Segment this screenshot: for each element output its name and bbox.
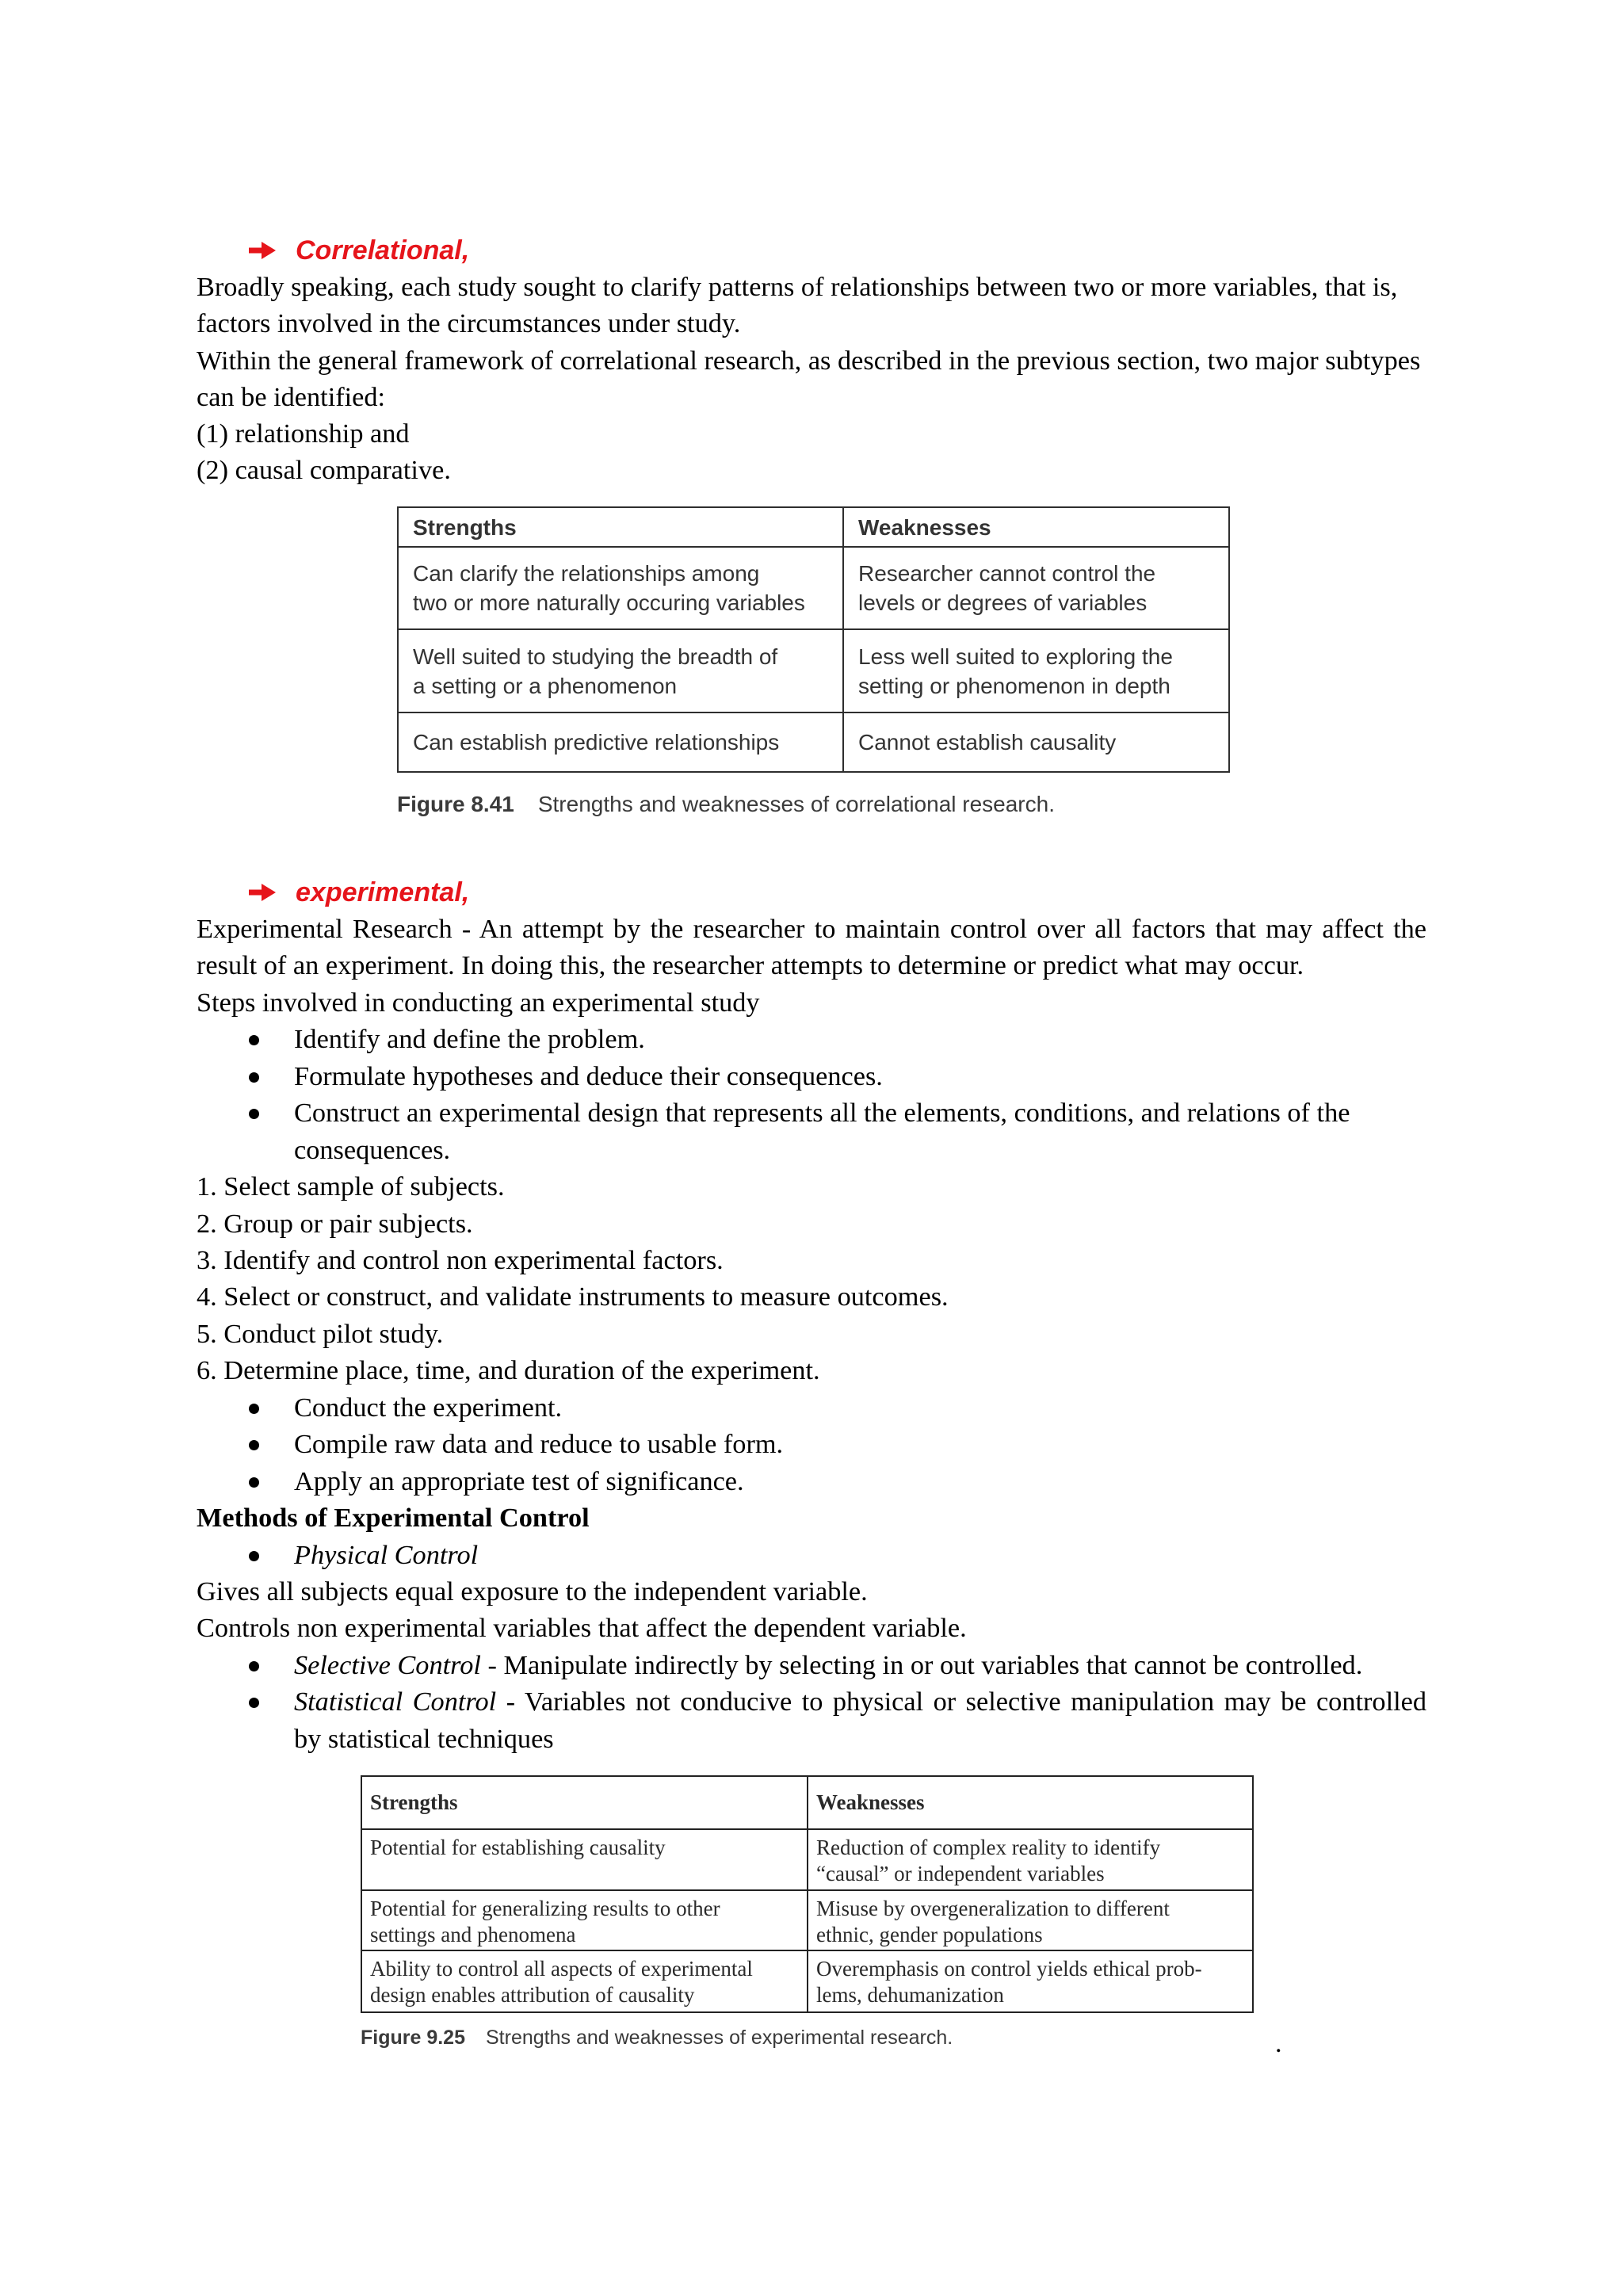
- bullet-icon: [249, 1035, 259, 1045]
- arrow-bullet-icon: [249, 883, 276, 902]
- bullet-icon: [249, 1477, 259, 1488]
- bullet-item: Construct an experimental design that represents all the elements, conditions, and relations of the: [294, 1098, 1350, 1128]
- subtype-item: (2) causal comparative.: [197, 455, 451, 485]
- table-cell: Can clarify the relationships among two or more naturally occuring variables: [399, 548, 844, 630]
- table-header-weaknesses: Weaknesses: [844, 508, 1228, 548]
- figure-caption: [361, 2024, 953, 2051]
- method-selective-control: [294, 1647, 1362, 1683]
- table-cell: Ability to control all aspects of experimental design enables attribution of causality: [362, 1951, 808, 2011]
- table-cell: Less well suited to exploring the setting or phenomenon in depth: [844, 630, 1228, 713]
- bullet-item: Identify and define the problem.: [294, 1024, 645, 1054]
- paragraph-line: Controls non experimental variables that affect the dependent variable.: [197, 1613, 967, 1643]
- table-header-strengths: Strengths: [362, 1777, 808, 1830]
- figure-caption-text: Strengths and weaknesses of correlational research.: [537, 792, 1055, 816]
- figure-caption-text: Strengths and weaknesses of experimental research.: [486, 2027, 953, 2049]
- table-cell: Cannot establish causality: [858, 730, 1117, 755]
- numbered-step: 6. Determine place, time, and duration of the experiment.: [197, 1355, 820, 1385]
- method-description: - Variables not conducive to physical or selective manipulation may be controlled: [506, 1687, 1427, 1717]
- paragraph-line: Gives all subjects equal exposure to the independent variable.: [197, 1576, 868, 1606]
- trailing-period: .: [1275, 2028, 1282, 2058]
- table-cell: Can establish predictive relationships: [399, 713, 844, 771]
- method-term: Statistical Control: [294, 1687, 497, 1717]
- table-header-weaknesses: Weaknesses: [808, 1777, 1252, 1830]
- bullet-icon: [249, 1072, 259, 1083]
- table-cell: Misuse by overgeneralization to different ethnic, gender populations: [808, 1891, 1252, 1951]
- figure-label: Figure 8.41: [397, 792, 514, 816]
- bullet-item-continuation: by statistical techniques: [294, 1724, 554, 1754]
- table-cell: Overemphasis on control yields ethical prob- lems, dehumanization: [816, 1957, 1202, 2007]
- paragraph-line: result of an experiment. In doing this, the researcher attempts to determine or predict what may occur.: [197, 950, 1304, 980]
- table-cell: Reduction of complex reality to identify “causal” or independent variables: [808, 1830, 1252, 1891]
- numbered-step: 3. Identify and control non experimental factors.: [197, 1245, 724, 1275]
- paragraph-line: Broadly speaking, each study sought to clarify patterns of relationships between two or more variables, that is,: [197, 272, 1398, 302]
- bullet-item: Conduct the experiment.: [294, 1392, 563, 1423]
- bullet-icon: [249, 1404, 259, 1414]
- method-description: - Manipulate indirectly by selecting in or out variables that cannot be controlled.: [487, 1650, 1363, 1680]
- method-statistical-control: [294, 1683, 1426, 1720]
- numbered-step: 5. Conduct pilot study.: [197, 1319, 444, 1349]
- bullet-icon: [249, 1551, 259, 1561]
- section-heading-correlational: Correlational,: [296, 235, 470, 266]
- paragraph-line: Experimental Research - An attempt by the researcher to maintain control over all factors that may affect the: [197, 914, 1426, 944]
- experimental-strengths-weaknesses-table: [361, 1775, 1254, 2013]
- figure-caption: [397, 790, 1055, 819]
- table-cell: Potential for establishing causality: [362, 1830, 808, 1891]
- methods-heading: Methods of Experimental Control: [197, 1503, 590, 1533]
- table-cell: Potential for generalizing results to other settings and phenomena: [362, 1891, 808, 1951]
- numbered-step: 2. Group or pair subjects.: [197, 1209, 473, 1239]
- section-heading-experimental: experimental,: [296, 877, 470, 907]
- steps-title: Steps involved in conducting an experimental study: [197, 988, 760, 1018]
- paragraph-line: can be identified:: [197, 382, 386, 412]
- bullet-item: Compile raw data and reduce to usable form.: [294, 1429, 784, 1459]
- arrow-bullet-icon: [249, 241, 276, 260]
- paragraph-line: factors involved in the circumstances under study.: [197, 308, 741, 338]
- figure-label: Figure 9.25: [361, 2027, 465, 2049]
- numbered-step: 4. Select or construct, and validate instruments to measure outcomes.: [197, 1282, 949, 1312]
- correlational-strengths-weaknesses-table: [397, 506, 1230, 773]
- bullet-icon: [249, 1698, 259, 1708]
- bullet-item: Apply an appropriate test of significance.: [294, 1466, 744, 1496]
- table-cell: Well suited to studying the breadth of a setting or a phenomenon: [399, 630, 844, 713]
- paragraph-line: Within the general framework of correlational research, as described in the previous section, two major subtypes: [197, 346, 1421, 376]
- bullet-icon: [249, 1440, 259, 1450]
- bullet-icon: [249, 1661, 259, 1671]
- bullet-icon: [249, 1109, 259, 1119]
- method-term: Selective Control: [294, 1650, 481, 1680]
- subtype-item: (1) relationship and: [197, 418, 410, 449]
- numbered-step: 1. Select sample of subjects.: [197, 1171, 505, 1201]
- bullet-item: Formulate hypotheses and deduce their consequences.: [294, 1061, 883, 1091]
- table-header-strengths: Strengths: [399, 508, 844, 548]
- bullet-item-continuation: consequences.: [294, 1135, 451, 1165]
- method-physical-control: Physical Control: [294, 1540, 479, 1570]
- table-cell: Researcher cannot control the levels or degrees of variables: [844, 548, 1228, 630]
